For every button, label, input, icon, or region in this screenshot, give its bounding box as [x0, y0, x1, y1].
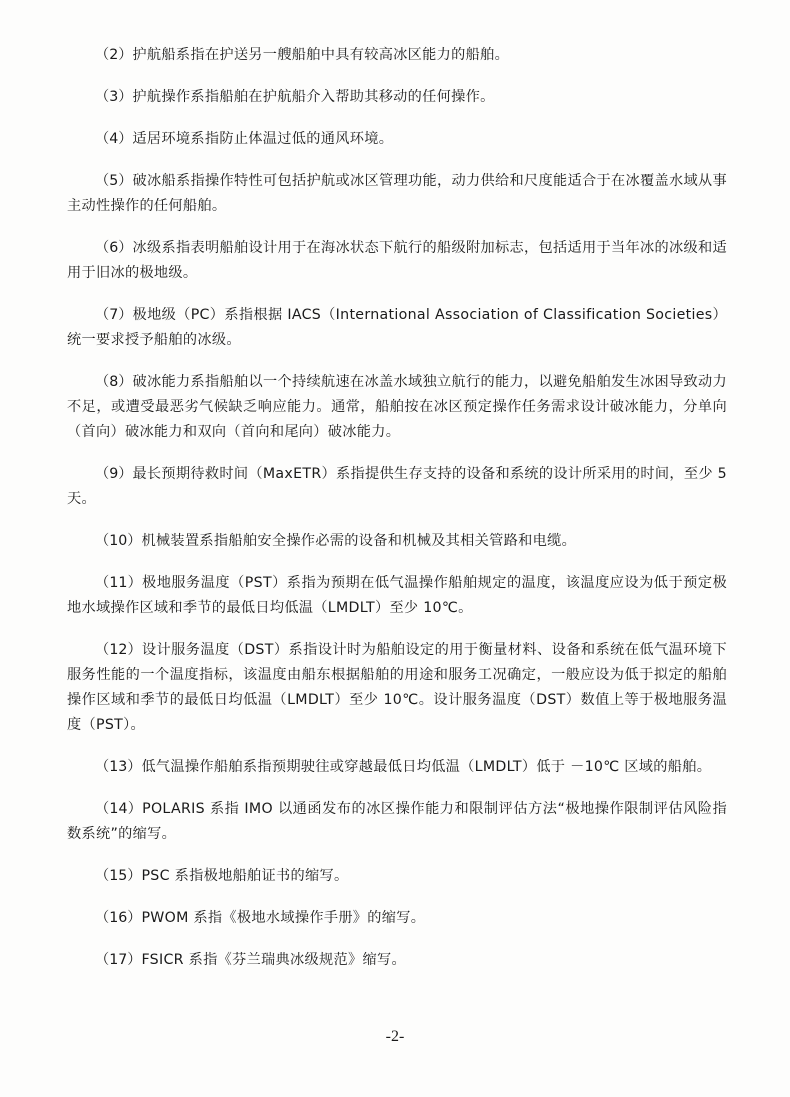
- item-text: 冰级系指表明船舶设计用于在海冰状态下航行的船级附加标志，包括适用于当年冰的冰级和适用于旧冰的极地级。: [67, 240, 727, 281]
- item-number: （4）: [95, 131, 133, 147]
- definitions-list: [67, 43, 727, 990]
- item-text: 破冰船系指操作特性可包括护航或冰区管理功能，动力供给和尺度能适合于在冰覆盖水域从事主动性操作的任何船舶。: [67, 173, 727, 214]
- item-text: 护航船系指在护送另一艘船舶中具有较高冰区能力的船舶。: [132, 47, 510, 63]
- item-text: POLARIS 系指 IMO 以通函发布的冰区操作能力和限制评估方法“极地操作限制评估风险指数系统”的缩写。: [67, 801, 727, 842]
- item-number: （7）: [95, 307, 133, 323]
- item-text: FSICR 系指《芬兰瑞典冰级规范》缩写。: [141, 952, 406, 968]
- item-text: 机械装置系指船舶安全操作必需的设备和机械及其相关管路和电缆。: [141, 533, 577, 549]
- item-text: 设计服务温度（DST）系指设计时为船舶设定的用于衡量材料、设备和系统在低气温环境下服务性能的一个温度指标，该温度由船东根据船舶的用途和服务工况确定，一般应设为低于拟定的船舶操作区域和季节的最低日均低温（LMDLT）至少 10℃。设计服务温度（DST）数值上等于极地服务温度（PST）。: [67, 642, 727, 733]
- page-number: -2-: [385, 1028, 405, 1045]
- item-number: （9）: [95, 466, 133, 482]
- definition-item-11: [67, 571, 727, 621]
- item-text: 破冰能力系指船舶以一个持续航速在冰盖水域独立航行的能力，以避免船舶发生冰困导致动力不足，或遭受最恶劣气候缺乏响应能力。通常，船舶按在冰区预定操作任务需求设计破冰能力，分单向（首向）破冰能力和双向（首向和尾向）破冰能力。: [67, 374, 727, 440]
- definition-item-5: [67, 169, 727, 219]
- item-text: 适居环境系指防止体温过低的通风环境。: [132, 131, 394, 147]
- item-number: （5）: [95, 173, 133, 189]
- item-number: （13）: [95, 759, 142, 775]
- definition-item-4: [67, 127, 727, 152]
- item-number: （3）: [95, 89, 133, 105]
- definition-item-7: [67, 303, 727, 353]
- item-number: （17）: [95, 952, 142, 968]
- item-number: （2）: [95, 47, 133, 63]
- definition-item-13: [67, 755, 727, 780]
- item-text: 最长预期待救时间（MaxETR）系指提供生存支持的设备和系统的设计所采用的时间，至少 5 天。: [67, 466, 728, 507]
- definition-item-9: [67, 462, 727, 512]
- item-number: （14）: [95, 801, 143, 817]
- definition-item-15: [67, 864, 727, 889]
- definition-item-6: [67, 236, 727, 286]
- definition-item-8: [67, 370, 727, 445]
- item-number: （8）: [95, 374, 133, 390]
- definition-item-2: [67, 43, 727, 68]
- definition-item-3: [67, 85, 727, 110]
- item-text: 极地服务温度（PST）系指为预期在低气温操作船舶规定的温度，该温度应设为低于预定极地水域操作区域和季节的最低日均低温（LMDLT）至少 10℃。: [67, 575, 727, 616]
- item-text: PWOM 系指《极地水域操作手册》的缩写。: [141, 910, 426, 926]
- definition-item-16: [67, 906, 727, 931]
- item-text: 极地级（PC）系指根据 IACS（International Association of Classification Societies）统一要求授予船舶的冰级。: [67, 307, 727, 348]
- definition-item-17: [67, 948, 727, 973]
- item-number: （6）: [95, 240, 133, 256]
- item-number: （15）: [95, 868, 142, 884]
- item-text: 护航操作系指船舶在护航船介入帮助其移动的任何操作。: [132, 89, 495, 105]
- definition-item-12: [67, 638, 727, 738]
- item-text: PSC 系指极地船舶证书的缩写。: [141, 868, 349, 884]
- item-number: （11）: [95, 575, 143, 591]
- definition-item-10: [67, 529, 727, 554]
- item-text: 低气温操作船舶系指预期驶往或穿越最低日均低温（LMDLT）低于 －10℃ 区域的船舶。: [141, 759, 712, 775]
- item-number: （12）: [95, 642, 142, 658]
- item-number: （10）: [95, 533, 142, 549]
- definition-item-14: [67, 797, 727, 847]
- item-number: （16）: [95, 910, 142, 926]
